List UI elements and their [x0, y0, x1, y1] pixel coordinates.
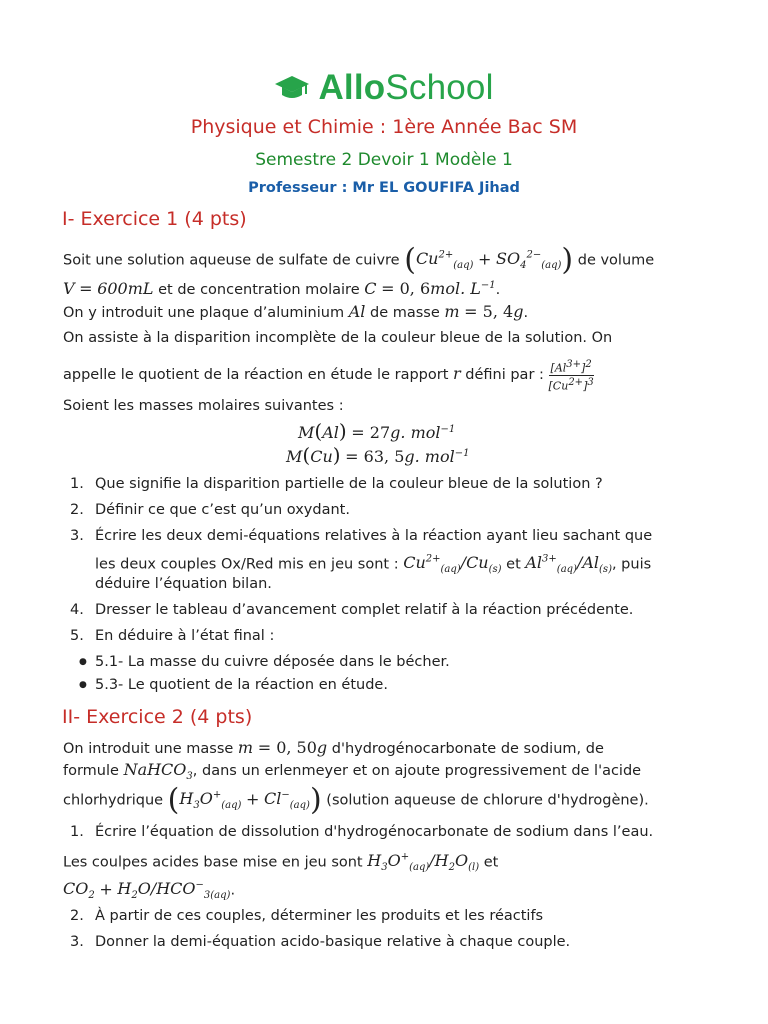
- document-title: Physique et Chimie : 1ère Année Bac SM: [190, 116, 578, 138]
- ex2-question-1: 1. Écrire l’équation de dissolution d'hydrogénocarbonate de sodium dans l’eau.: [70, 824, 654, 840]
- ex1-bullet-1: ●5.1- La masse du cuivre déposée dans le bécher.: [63, 652, 450, 674]
- alloschool-logo: [0, 68, 768, 108]
- ex1-question-3: 3. Écrire les deux demi-équations relatives à la réaction ayant lieu sachant que: [70, 528, 653, 544]
- ex1-question-3-cont: les deux couples Ox/Red mis en jeu sont : $Cu^{2+}_{(aq)}/Cu_{(s)}$ et $Al^{3+}_{(aq)}/Al_{(s)}$, puis: [95, 553, 652, 576]
- ex1-question-4: 4. Dresser le tableau d’avancement complet relatif à la réaction précédente.: [70, 602, 634, 618]
- ex2-question-2: 2. À partir de ces couples, déterminer les produits et les réactifs: [70, 908, 544, 924]
- ex2-line-1: On introduit une masse m = 0, 50g d'hydrogénocarbonate de sodium, de: [63, 738, 604, 757]
- ex1-question-2: 2. Définir ce que c’est qu’un oxydant.: [70, 502, 350, 518]
- document-subtitle: Semestre 2 Devoir 1 Modèle 1: [255, 150, 513, 170]
- ex1-line-2: V = 600mL et de concentration molaire C = 0, 6mol. $L^{-1}$.: [63, 278, 501, 298]
- ex1-line-4: On assiste à la disparition incomplète de la couleur bleue de la solution. On: [63, 330, 613, 346]
- ex1-line-3: On y introduit une plaque d’aluminium Al de masse m = 5, 4g.: [63, 302, 529, 321]
- ex1-question-5: 5. En déduire à l’état final :: [70, 628, 275, 644]
- ex1-line-6: Soient les masses molaires suivantes :: [63, 398, 344, 414]
- logo-wordmark: AlloSchool: [318, 68, 494, 107]
- molar-mass-al: M(Al) = 27g. mol$^{-1}$: [298, 418, 456, 443]
- ex1-question-3-end: déduire l’équation bilan.: [95, 576, 272, 592]
- ex1-bullet-2: ●5.3- Le quotient de la réaction en étude.: [63, 675, 388, 697]
- ex2-line-3: chlorhydrique $(H_3O^+_{(aq)} + Cl^-_{(aq)})$ (solution aqueuse de chlorure d'hydrogène).: [63, 782, 649, 818]
- ex1-line-5: appelle le quotient de la réaction en étude le rapport r défini par : $\frac{[Al^{3+}]^2}{[Cu^{2+}]^3}$: [63, 359, 594, 393]
- ex1-question-1: 1. Que signifie la disparition partielle de la couleur bleue de la solution ?: [70, 476, 603, 492]
- graduation-cap-icon: [274, 74, 310, 102]
- ex1-line-1: Soit une solution aqueuse de sulfate de cuivre $(Cu^{2+}_{(aq)} + SO_4^{2-}_{(aq)})$ de volume: [63, 242, 655, 278]
- ex2-line-2: formule NaHCO$_3$, dans un erlenmeyer et on ajoute progressivement de l'acide: [63, 760, 642, 783]
- exercise-2-title: II- Exercice 2 (4 pts): [62, 706, 253, 728]
- professor-name: Professeur : Mr EL GOUFIFA Jihad: [248, 180, 520, 196]
- exercise-1-title: I- Exercice 1 (4 pts): [62, 208, 247, 230]
- ex2-line-4: Les coulpes acides base mise en jeu sont $H_3O^+_{(aq)}/H_2O_{(l)}$ et: [63, 851, 499, 874]
- reaction-quotient-fraction: $\frac{[Al^{3+}]^2}{[Cu^{2+}]^3}$: [548, 359, 594, 393]
- molar-mass-cu: M(Cu) = 63, 5g. mol$^{-1}$: [286, 442, 470, 467]
- ex2-line-5: $CO_2 + H_2O/HCO^-_{3(aq)}$.: [63, 879, 236, 902]
- ex2-question-3: 3. Donner la demi-équation acido-basique relative à chaque couple.: [70, 934, 571, 950]
